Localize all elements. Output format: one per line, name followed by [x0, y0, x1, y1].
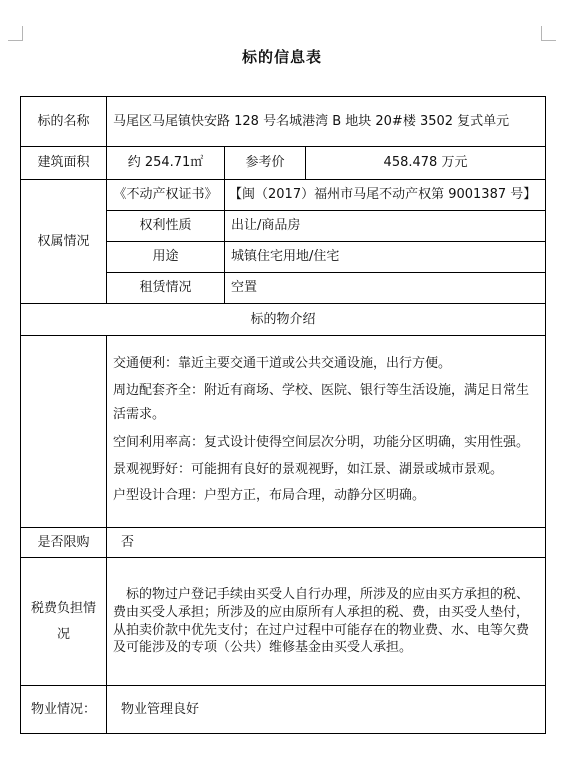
intro-line-view: 景观视野好：可能拥有良好的景观视野，如江景、湖景或城市景观。 [113, 461, 504, 477]
intro-line-amenities: 周边配套齐全：附近有商场、学校、医院、银行等生活设施，满足日常生活需求。 [113, 382, 530, 422]
row-area [21, 147, 546, 180]
right-type-value: 出让/商品房 [225, 211, 546, 242]
lease-value: 空置 [225, 273, 546, 304]
lease-label: 租赁情况 [107, 273, 225, 304]
document-title: 标的信息表 [241, 48, 322, 66]
intro-line-layout: 户型设计合理：户型方正，布局合理，动静分区明确。 [113, 487, 426, 503]
row-name [21, 97, 546, 147]
row-property [21, 686, 546, 734]
right-type-label: 权利性质 [107, 211, 225, 242]
property-value: 物业管理良好 [107, 686, 546, 734]
usage-label: 用途 [107, 242, 225, 273]
intro-label-empty [21, 336, 107, 528]
name-value: 马尾区马尾镇快安路 128 号名城港湾 B 地块 20#楼 3502 复式单元 [107, 97, 546, 147]
row-intro-header [21, 304, 546, 336]
price-value: 458.478 万元 [306, 147, 546, 180]
certificate-label: 《不动产权证书》 [107, 180, 225, 211]
tax-value: 标的物过户登记手续由买受人自行办理，所涉及的应由买方承担的税、费由买受人承担；所涉及的应由原所有人承担的税、费，由买受人垫付，从拍卖价款中优先支付；在过户过程中可能存在的物业费、水、电等欠费及可能涉及的专项（公共）维修基金由买受人承担。 [107, 558, 546, 686]
ownership-label: 权属情况 [21, 180, 107, 304]
usage-value: 城镇住宅用地/住宅 [225, 242, 546, 273]
page-corner-mark-right [541, 26, 556, 41]
restrict-value: 否 [107, 528, 546, 558]
tax-label: 税费负担情况 [21, 558, 107, 686]
page-corner-mark-left [8, 26, 23, 41]
restrict-label: 是否限购 [21, 528, 107, 558]
intro-line-transport: 交通便利：靠近主要交通干道或公共交通设施，出行方便。 [113, 355, 452, 371]
certificate-value: 【闽（2017）福州市马尾不动产权第 9001387 号】 [225, 180, 546, 211]
intro-description [107, 336, 546, 528]
row-restriction [21, 528, 546, 558]
info-table [20, 96, 546, 734]
area-label: 建筑面积 [21, 147, 107, 180]
row-tax [21, 558, 546, 686]
area-value: 约 254.71㎡ [107, 147, 225, 180]
intro-line-space: 空间利用率高：复式设计使得空间层次分明，功能分区明确，实用性强。 [113, 434, 530, 450]
row-certificate [21, 180, 546, 211]
intro-header: 标的物介绍 [21, 304, 546, 336]
row-intro [21, 336, 546, 528]
name-label: 标的名称 [21, 97, 107, 147]
price-label: 参考价 [225, 147, 306, 180]
property-label: 物业情况： [21, 686, 107, 734]
